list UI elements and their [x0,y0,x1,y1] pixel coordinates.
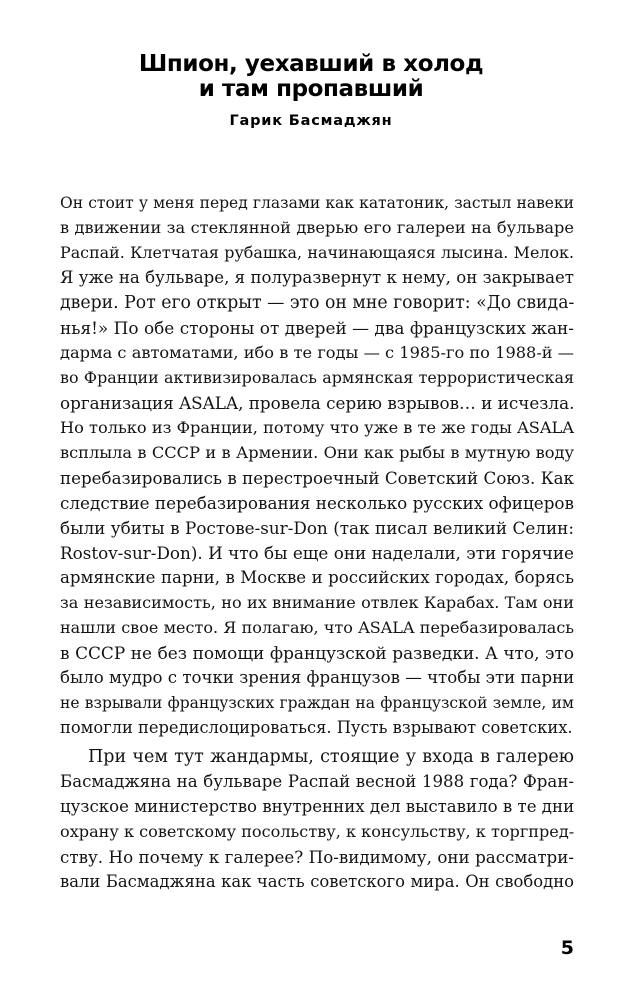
text-line: охрану к советскому посольству, к консульству, к торгпред- [60,822,575,841]
text-line: Но только из Франции, потому что уже в те же годы ASALA [60,418,574,437]
text-line: Басмаджяна на бульваре Распай весной 1988 года? Фран- [60,772,574,791]
text-line: двери. Рот его открыт — это он мне говорит: «До свида- [60,293,575,313]
text-line: в СССР не без помощи французской разведки. А что, это [60,643,574,663]
text-line: за независимость, но их внимание отвлек Карабах. Там они [60,593,574,612]
text-line: всплыла в СССР и в Армении. Они как рыбы в мутную воду [60,443,574,462]
text-line: дарма с автоматами, ибо в те годы — с 1985-го по 1988-й — [60,343,574,362]
text-line: нья!» По обе стороны от дверей — два французских жан- [60,318,574,338]
text-line: перебазировались в перестроечный Советский Союз. Как [60,468,574,488]
author-name: Гарик Басмаджян [229,113,393,129]
text-line: помогли передислоцироваться. Пусть взрывают советских. [60,718,573,737]
chapter-title-line-2: и там пропавший [198,76,424,102]
text-line: во Франции активизировалась армянская террористическая [60,368,574,387]
text-line: При чем тут жандармы, стоящие у входа в галерею [88,747,574,767]
text-line: Распай. Клетчатая рубашка, начинающаяся лысина. Мелок. [60,243,574,262]
text-line: нашли свое место. Я полагаю, что ASALA перебазировалась [60,618,574,637]
text-line: вали Басмаджяна как часть советского мира. Он свободно [60,872,574,891]
text-line: Я уже на бульваре, я полуразвернут к нему, он закрывает [60,268,574,287]
text-line: Он стоит у меня перед глазами как кататоник, застыл навеки [60,194,574,212]
text-line: было мудро с точки зрения французов — чтобы эти парни [60,668,575,687]
text-line: армянские парни, в Москве и российских городах, борясь [60,568,574,587]
text-line: следствие перебазирования несколько русских офицеров [60,493,574,513]
page-number: 5 [560,937,574,959]
text-line: цузское министерство внутренних дел выставило в те дни [60,797,575,816]
text-line: были убиты в Ростове-sur-Don (так писал великий Селин: [60,518,574,538]
text-line: организация ASALA, провела серию взрывов… и исчезла. [60,393,575,413]
text-line: Rostov-sur-Don). И что бы еще они наделали, эти горячие [60,543,574,563]
text-line: в движении за стеклянной дверью его галереи на бульваре [60,218,574,237]
chapter-title-line-1: Шпион, уехавший в холод [138,51,484,77]
text-line: не взрывали французских граждан на французской земле, им [60,694,574,712]
text-line: ству. Но почему к галерее? По-видимому, они рассматри- [60,847,574,867]
